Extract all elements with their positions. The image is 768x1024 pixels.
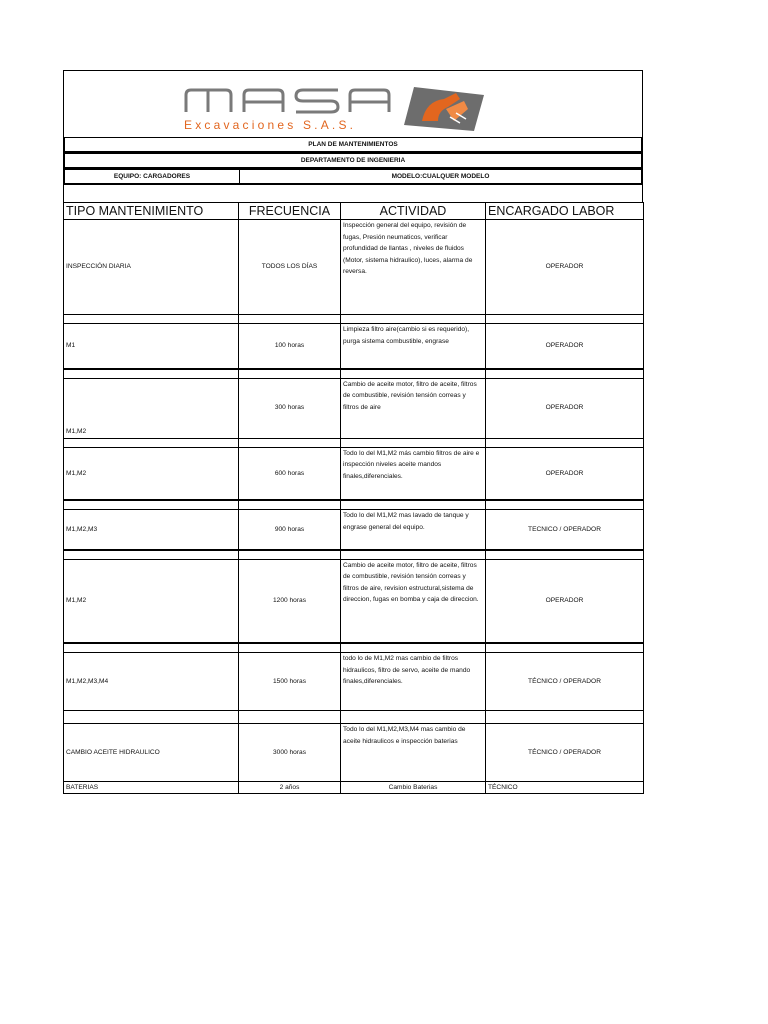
spacer-row xyxy=(64,369,644,379)
cell-encargado: TÉCNICO xyxy=(486,782,644,794)
table-header-row xyxy=(64,203,644,220)
cell-tipo: M1,M2 xyxy=(64,378,239,438)
spacer-row xyxy=(64,550,644,560)
cell-actividad: Cambio Baterias xyxy=(341,782,486,794)
col-header-tipo: TIPO MANTENIMIENTO xyxy=(64,203,239,220)
cell-tipo: M1,M2 xyxy=(64,447,239,500)
cell-tipo: CAMBIO ACEITE HIDRAULICO xyxy=(64,724,239,782)
cell-encargado: OPERADOR xyxy=(486,447,644,500)
cell-frecuencia: TODOS LOS DÍAS xyxy=(239,220,341,315)
masa-logo-icon xyxy=(182,77,492,137)
cell-encargado: TÉCNICO / OPERADOR xyxy=(486,724,644,782)
table-row xyxy=(64,378,644,438)
logo-header xyxy=(63,70,643,137)
equipment-label: EQUIPO: CARGADORES xyxy=(65,170,240,183)
table-row xyxy=(64,510,644,550)
spacer-row xyxy=(64,711,644,724)
maintenance-table xyxy=(63,202,644,794)
cell-actividad: todo lo de M1,M2 mas cambio de filtros hidraulicos, filtro de servo, aceite de mando finales,diferenciales. xyxy=(341,653,486,711)
cell-frecuencia: 3000 horas xyxy=(239,724,341,782)
cell-actividad: Todo lo del M1,M2,M3,M4 mas cambio de aceite hidraulicos e inspección baterias xyxy=(341,724,486,782)
cell-frecuencia: 900 horas xyxy=(239,510,341,550)
cell-encargado: OPERADOR xyxy=(486,378,644,438)
cell-actividad: Limpieza filtro aire(cambio si es requerido), purga sistema combustible, engrase xyxy=(341,324,486,369)
cell-tipo: M1,M2,M3 xyxy=(64,510,239,550)
table-row xyxy=(64,653,644,711)
maintenance-sheet xyxy=(63,70,643,794)
table-row xyxy=(64,724,644,782)
cell-encargado: OPERADOR xyxy=(486,324,644,369)
cell-actividad: Cambio de aceite motor, filtro de aceite, filtros de combustible, revisión tensión correas y filtros de aire, revision estructural,sistema de direccion, fugas en bomba y caja de direccion. xyxy=(341,559,486,643)
cell-tipo: M1,M2 xyxy=(64,559,239,643)
spacer-row xyxy=(64,315,644,324)
header-gap xyxy=(63,185,643,202)
table-row xyxy=(64,559,644,643)
col-header-actividad: ACTIVIDAD xyxy=(341,203,486,220)
cell-tipo: M1,M2,M3,M4 xyxy=(64,653,239,711)
cell-frecuencia: 600 horas xyxy=(239,447,341,500)
cell-actividad: Inspección general del equipo, revisión de fugas, Presión neumaticos, verificar profundidad de llantas , niveles de fluidos (Motor, sistema hidraulico), luces, alarma de reversa. xyxy=(341,220,486,315)
spacer-row xyxy=(64,438,644,447)
col-header-frecuencia: FRECUENCIA xyxy=(239,203,341,220)
cell-frecuencia: 1500 horas xyxy=(239,653,341,711)
cell-frecuencia: 2 años xyxy=(239,782,341,794)
spacer-row xyxy=(64,643,644,653)
table-row xyxy=(64,447,644,500)
cell-frecuencia: 300 horas xyxy=(239,378,341,438)
cell-encargado: TECNICO / OPERADOR xyxy=(486,510,644,550)
cell-actividad: Todo lo del M1,M2 más cambio filtros de aire e inspección niveles aceite mandos finales,diferenciales. xyxy=(341,447,486,500)
cell-actividad: Todo lo del M1,M2 mas lavado de tanque y engrase general del equipo. xyxy=(341,510,486,550)
logo-subtitle: Excavaciones S.A.S. xyxy=(184,118,357,132)
cell-tipo: BATERIAS xyxy=(64,782,239,794)
cell-encargado: TÉCNICO / OPERADOR xyxy=(486,653,644,711)
cell-encargado: OPERADOR xyxy=(486,220,644,315)
department-title: DEPARTAMENTO DE INGENIERIA xyxy=(63,152,643,169)
cell-encargado: OPERADOR xyxy=(486,559,644,643)
cell-tipo: INSPECCIÓN DIARIA xyxy=(64,220,239,315)
table-row xyxy=(64,220,644,315)
plan-title: PLAN DE MANTENIMIENTOS xyxy=(63,136,643,153)
equipment-model-row xyxy=(63,168,643,185)
cell-tipo: M1 xyxy=(64,324,239,369)
spacer-row xyxy=(64,500,644,510)
cell-frecuencia: 1200 horas xyxy=(239,559,341,643)
table-row xyxy=(64,782,644,794)
cell-frecuencia: 100 horas xyxy=(239,324,341,369)
table-row xyxy=(64,324,644,369)
model-label: MODELO:CUALQUER MODELO xyxy=(391,173,490,180)
cell-actividad: Cambio de aceite motor, filtro de aceite, filtros de combustible, revisión tensión correas y filtros de aire xyxy=(341,378,486,438)
col-header-encargado: ENCARGADO LABOR xyxy=(486,203,644,220)
